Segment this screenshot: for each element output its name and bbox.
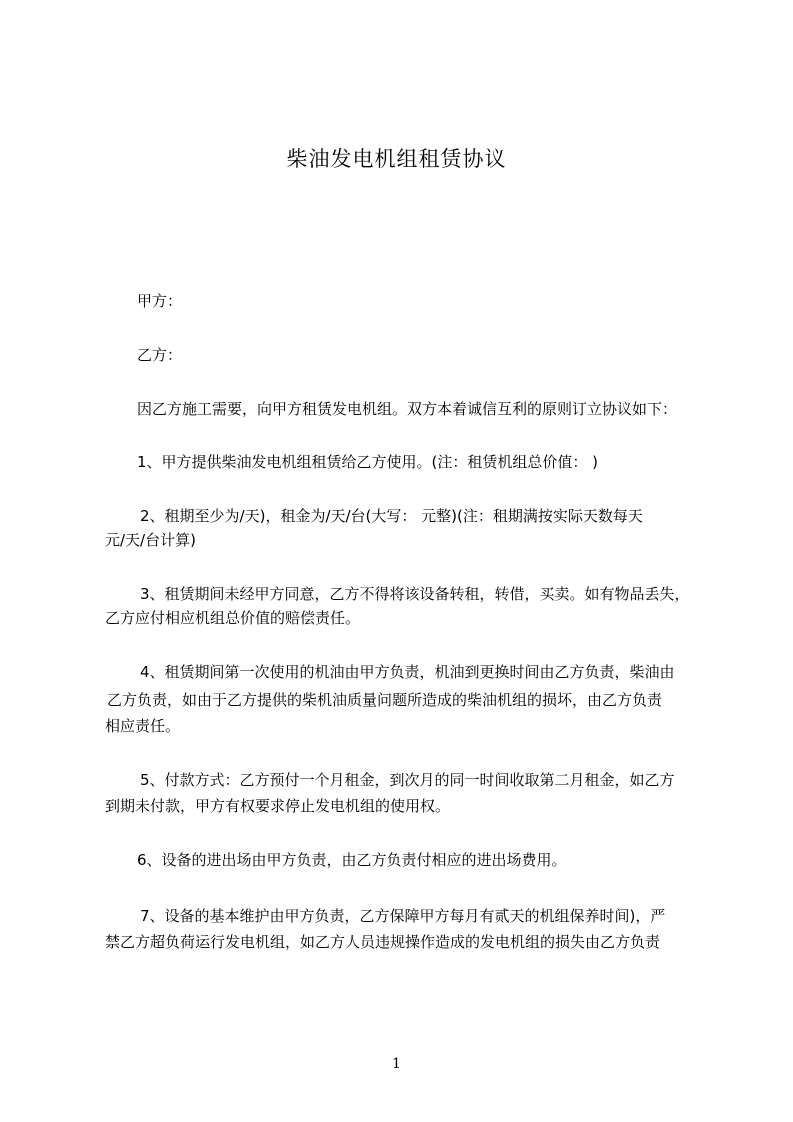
clause-7-line-2: 禁乙方超负荷运行发电机组，如乙方人员违规操作造成的发电机组的损失由乙方负责	[105, 933, 661, 951]
clause-7-line-1: 7、设备的基本维护由甲方负责，乙方保障甲方每月有贰天的机组保养时间)，严	[140, 907, 666, 925]
party-a-label: 甲方：	[137, 292, 183, 310]
clause-5-line-1: 5、付款方式：乙方预付一个月租金，到次月的同一时间收取第二月租金，如乙方	[140, 771, 675, 789]
clause-1-line-1: 1、甲方提供柴油发电机组租赁给乙方使用。(注：租赁机组总价值： )	[137, 453, 599, 471]
clause-4-line-1: 4、租赁期间第一次使用的机油由甲方负责，机油到更换时间由乙方负责，柴油由	[140, 663, 675, 681]
clause-6-line-1: 6、设备的进出场由甲方负责，由乙方负责付相应的进出场费用。	[137, 851, 567, 869]
party-b-label: 乙方：	[137, 346, 183, 364]
clause-5-line-2: 到期未付款，甲方有权要求停止发电机组的使用权。	[105, 797, 451, 815]
clause-4-line-3: 相应责任。	[105, 717, 181, 735]
document-title: 柴油发电机组租赁协议	[286, 147, 507, 171]
clause-3-line-1: 3、租赁期间未经甲方同意，乙方不得将该设备转租，转借，买卖。如有物品丢失，	[140, 585, 690, 603]
clause-4-line-2: 乙方负责，如由于乙方提供的柴机油质量问题所造成的柴油机组的损坏，由乙方负责	[107, 691, 663, 709]
page-number: 1	[392, 1056, 401, 1072]
clause-3-line-2: 乙方应付相应机组总价值的赔偿责任。	[105, 609, 361, 627]
clause-2-line-2: 元/天/台计算)	[105, 531, 196, 549]
intro-paragraph: 因乙方施工需要，向甲方租赁发电机组。双方本着诚信互利的原则订立协议如下：	[137, 400, 678, 418]
clause-2-line-1: 2、租期至少为/天)，租金为/天/台(大写： 元整)(注：租期满按实际天数每天	[140, 507, 643, 525]
